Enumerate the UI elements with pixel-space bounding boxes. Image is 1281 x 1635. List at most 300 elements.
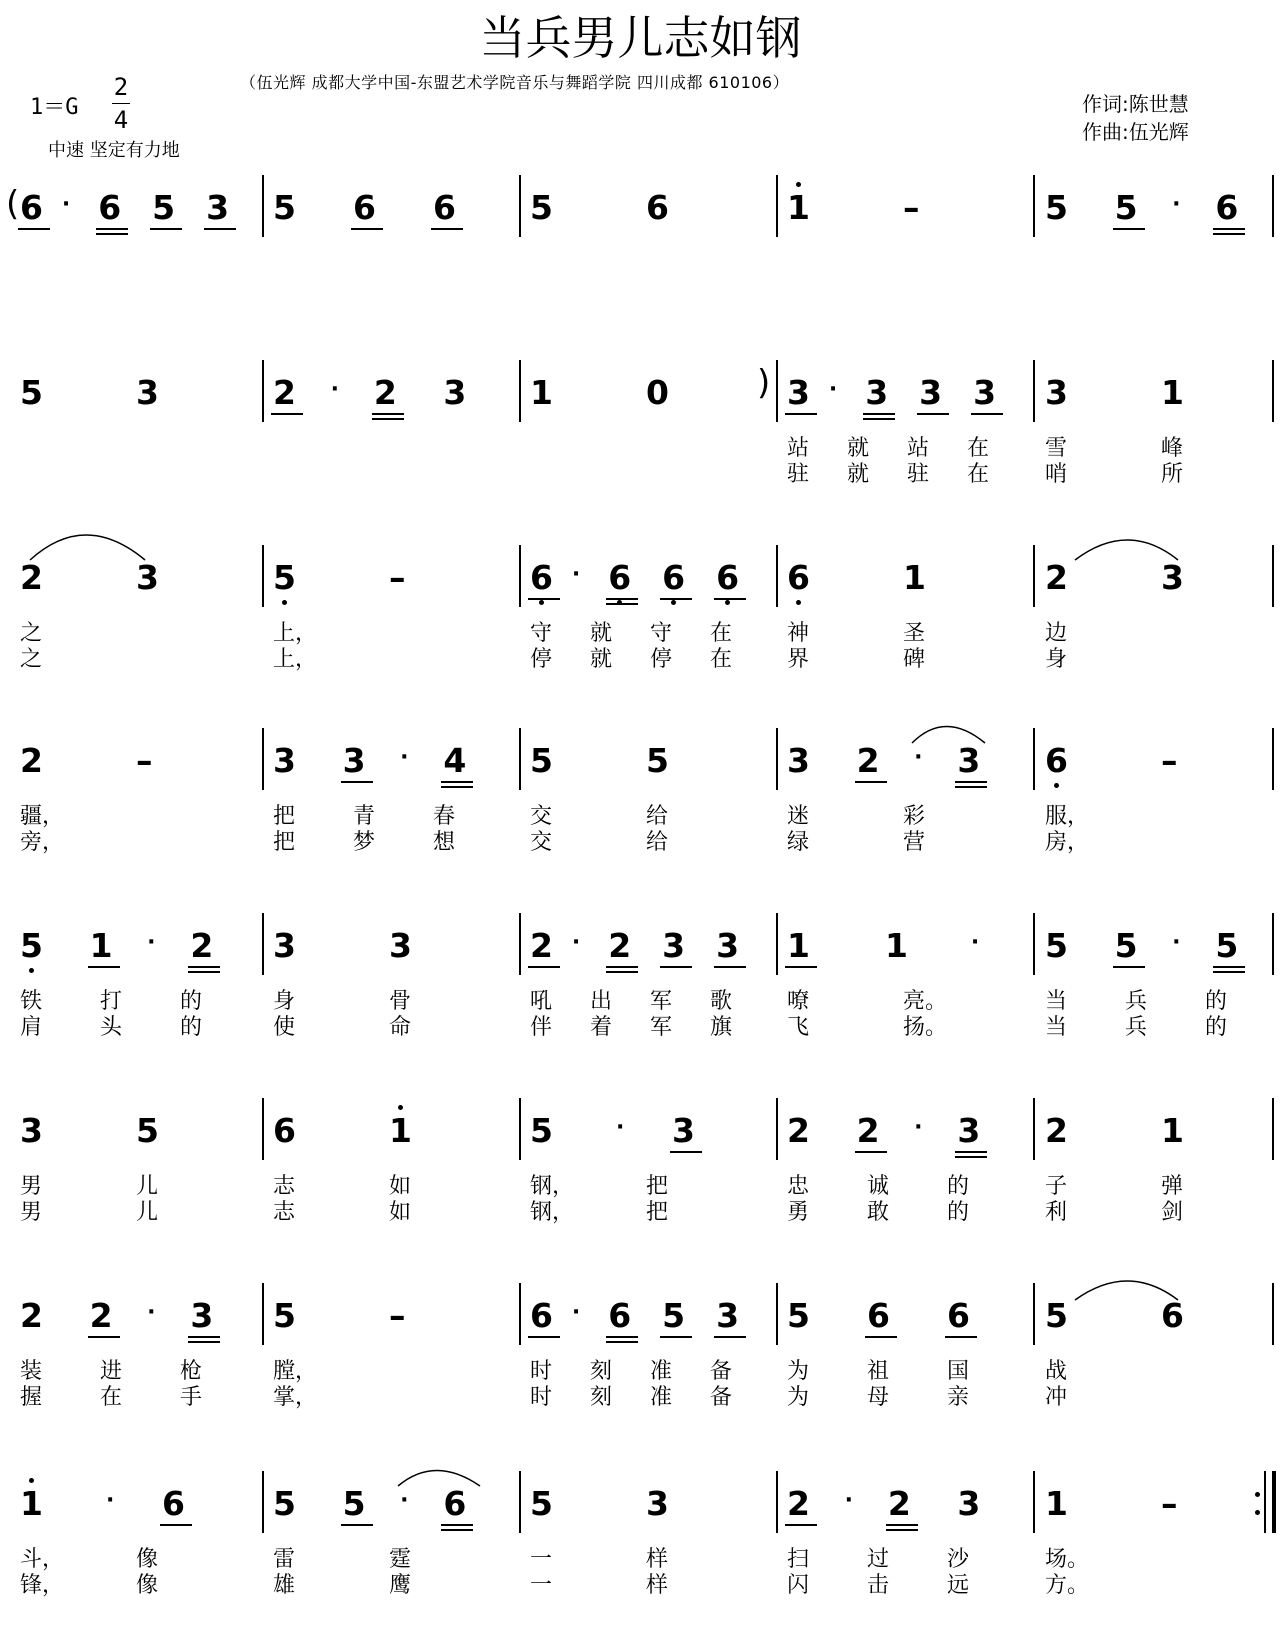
numbered-note: 3: [389, 926, 412, 965]
lyric-syllable: 膛，: [273, 1359, 318, 1384]
barline: [1272, 360, 1274, 422]
lyric-syllable: 旁，: [20, 830, 65, 855]
barline: [519, 175, 521, 237]
lyric-syllable: 儿: [136, 1200, 159, 1225]
numbered-note: 6: [716, 558, 740, 597]
lyric-syllable: 骨: [389, 989, 412, 1014]
numbered-note: 6: [662, 558, 686, 597]
barline: [1272, 1098, 1274, 1160]
numbered-note: 5: [530, 188, 553, 227]
numbered-note: 6: [646, 188, 669, 227]
lyric-syllable: 守: [650, 621, 673, 646]
lyric-syllable: 像: [136, 1547, 159, 1572]
sixteenth-underline: [606, 971, 638, 973]
numbered-note: 3: [646, 1484, 669, 1523]
lyric-syllable: 装: [20, 1359, 43, 1384]
eighth-underline: [441, 781, 473, 783]
barline: [776, 1283, 778, 1345]
lyric-syllable: 进: [100, 1359, 123, 1384]
lyric-syllable: 钢，: [530, 1200, 575, 1225]
octave-down-dot: [671, 600, 676, 605]
barline: [1033, 1471, 1035, 1533]
sixteenth-underline: [886, 1529, 918, 1531]
eighth-underline: [785, 966, 817, 968]
barline: [519, 1471, 521, 1533]
barline: [519, 545, 521, 607]
sustain-dash: –: [1161, 741, 1178, 780]
eighth-underline: [714, 1336, 746, 1338]
lyric-syllable: 在: [710, 647, 733, 672]
eighth-underline: [714, 598, 746, 600]
lyric-syllable: 歌: [710, 989, 733, 1014]
lyric-syllable: 碑: [903, 647, 926, 672]
lyric-syllable: 服，: [1045, 804, 1090, 829]
numbered-note: 5: [20, 926, 43, 965]
augmentation-dot: ·: [571, 930, 581, 955]
lyric-syllable: 手: [180, 1385, 203, 1410]
lyric-syllable: 在: [710, 621, 733, 646]
eighth-underline: [528, 966, 560, 968]
lyric-syllable: 诚: [867, 1174, 890, 1199]
numbered-note: 1: [530, 373, 553, 412]
lyric-syllable: 为: [787, 1359, 810, 1384]
numbered-note: 3: [662, 926, 686, 965]
numbered-note: 2: [20, 558, 43, 597]
eighth-underline: [150, 228, 182, 230]
eighth-underline: [785, 413, 817, 415]
numbered-note: 5: [273, 1484, 296, 1523]
lyric-syllable: 之: [20, 647, 43, 672]
lyric-syllable: 春: [433, 804, 456, 829]
numbered-note: 2: [273, 373, 296, 412]
lyric-syllable: 的: [180, 989, 203, 1014]
numbered-note: 3: [973, 373, 997, 412]
lyric-syllable: 青: [353, 804, 376, 829]
lyric-syllable: 亲: [947, 1385, 970, 1410]
augmentation-dot: ·: [330, 377, 339, 402]
eighth-underline: [863, 413, 895, 415]
numbered-note: 3: [865, 373, 889, 412]
sixteenth-underline: [606, 603, 638, 605]
lyric-syllable: 圣: [903, 621, 926, 646]
augmentation-dot: ·: [970, 930, 980, 955]
barline: [776, 913, 778, 975]
barline: [776, 545, 778, 607]
sustain-dash: –: [136, 741, 153, 780]
lyric-syllable: 就: [590, 621, 613, 646]
numbered-note: 2: [1045, 558, 1068, 597]
barline: [262, 360, 264, 422]
eighth-underline: [18, 228, 50, 230]
eighth-underline: [88, 1336, 120, 1338]
lyric-syllable: 身: [273, 989, 296, 1014]
repeat-close-paren: ): [757, 363, 771, 403]
numbered-note: 5: [1114, 926, 1138, 965]
barline: [1033, 1098, 1035, 1160]
numbered-note: 3: [1045, 373, 1068, 412]
lyric-syllable: 飞: [787, 1015, 810, 1040]
time-signature-top: 2: [113, 73, 129, 101]
barline: [262, 728, 264, 790]
lyric-syllable: 如: [389, 1200, 412, 1225]
octave-up-dot: [29, 1478, 34, 1483]
eighth-underline: [1213, 966, 1245, 968]
numbered-note: 2: [856, 1111, 880, 1150]
lyric-syllable: 迷: [787, 804, 810, 829]
lyric-syllable: 把: [273, 830, 296, 855]
lyric-syllable: 兵: [1125, 989, 1148, 1014]
lyric-syllable: 边: [1045, 621, 1068, 646]
lyric-syllable: 打: [100, 989, 123, 1014]
barline: [262, 175, 264, 237]
slur-arc: [30, 535, 145, 560]
numbered-note: 3: [957, 1484, 981, 1523]
lyric-syllable: 场。: [1045, 1547, 1090, 1572]
lyric-syllable: 当: [1045, 1015, 1068, 1040]
eighth-underline: [865, 1336, 897, 1338]
numbered-note: 3: [716, 926, 740, 965]
numbered-note: 2: [20, 1296, 43, 1335]
lyric-syllable: 上，: [273, 647, 318, 672]
composer-credit: 作曲:伍光辉: [1082, 120, 1189, 144]
lyric-syllable: 神: [787, 621, 810, 646]
eighth-underline: [917, 413, 949, 415]
lyric-syllable: 彩: [903, 804, 926, 829]
numbered-note: 5: [646, 741, 669, 780]
lyric-syllable: 交: [530, 830, 553, 855]
numbered-note: 3: [206, 188, 230, 227]
augmentation-dot: ·: [61, 192, 71, 217]
lyric-syllable: 时: [530, 1385, 553, 1410]
lyric-syllable: 的: [947, 1174, 970, 1199]
augmentation-dot: ·: [400, 1488, 409, 1513]
sustain-dash: –: [389, 558, 406, 597]
lyric-syllable: 刻: [590, 1359, 613, 1384]
lyric-syllable: 勇: [787, 1200, 810, 1225]
numbered-note: 1: [389, 1111, 412, 1150]
numbered-note: 6: [353, 188, 376, 227]
augmentation-dot: ·: [571, 562, 581, 587]
barline: [776, 728, 778, 790]
numbered-note: 2: [787, 1111, 810, 1150]
lyric-syllable: 所: [1161, 462, 1184, 487]
barline: [776, 175, 778, 237]
author-affiliation: （伍光辉 成都大学中国-东盟艺术学院音乐与舞蹈学院 四川成都 610106）: [240, 73, 790, 92]
lyric-syllable: 剑: [1161, 1200, 1184, 1225]
numbered-note: 6: [867, 1296, 890, 1335]
numbered-note: 2: [856, 741, 880, 780]
augmentation-dot: ·: [105, 1488, 115, 1513]
final-barline-thick: [1272, 1471, 1276, 1533]
octave-up-dot: [398, 1105, 403, 1110]
numbered-note: 5: [530, 1484, 553, 1523]
eighth-underline: [855, 1151, 887, 1153]
barline: [776, 360, 778, 422]
lyric-syllable: 亮。: [903, 989, 948, 1014]
eighth-underline: [971, 413, 1003, 415]
numbered-note: 6: [608, 1296, 632, 1335]
barline: [1272, 913, 1274, 975]
barline: [519, 1098, 521, 1160]
sixteenth-underline: [372, 418, 404, 420]
barline: [262, 913, 264, 975]
lyric-syllable: 就: [847, 462, 870, 487]
numbered-note: 5: [1215, 926, 1239, 965]
numbered-note: 6: [608, 558, 632, 597]
numbered-note: 1: [787, 926, 810, 965]
numbered-note: 5: [152, 188, 176, 227]
sixteenth-underline: [441, 1529, 473, 1531]
numbered-note: 2: [787, 1484, 810, 1523]
numbered-note: 2: [530, 926, 553, 965]
numbered-note: 3: [273, 741, 296, 780]
barline: [1272, 728, 1274, 790]
lyric-syllable: 驻: [907, 462, 930, 487]
eighth-underline: [855, 781, 887, 783]
numbered-note: 1: [20, 1484, 43, 1523]
lyric-syllable: 嘹: [787, 989, 810, 1014]
lyric-syllable: 弹: [1161, 1174, 1184, 1199]
numbered-note: 3: [716, 1296, 740, 1335]
octave-down-dot: [539, 600, 544, 605]
eighth-underline: [431, 228, 463, 230]
eighth-underline: [660, 598, 692, 600]
numbered-note: 3: [20, 1111, 43, 1150]
octave-down-dot: [282, 600, 287, 605]
numbered-note: 6: [947, 1296, 970, 1335]
eighth-underline: [341, 781, 373, 783]
eighth-underline: [955, 781, 987, 783]
song-title: 当兵男儿志如钢: [479, 11, 802, 65]
eighth-underline: [88, 966, 120, 968]
barline: [1272, 1283, 1274, 1345]
lyric-syllable: 男: [20, 1200, 43, 1225]
augmentation-dot: ·: [914, 1115, 923, 1140]
sixteenth-underline: [863, 418, 895, 420]
eighth-underline: [1113, 966, 1145, 968]
eighth-underline: [660, 1336, 692, 1338]
key-signature: 1＝G: [30, 95, 79, 120]
lyric-syllable: 使: [273, 1015, 296, 1040]
numbered-note: 6: [1045, 741, 1068, 780]
lyric-syllable: 站: [907, 436, 930, 461]
barline: [262, 545, 264, 607]
lyric-syllable: 志: [273, 1200, 296, 1225]
octave-down-dot: [1054, 783, 1059, 788]
lyric-syllable: 的: [1205, 989, 1228, 1014]
numbered-note: 3: [957, 1111, 981, 1150]
numbered-note: 1: [903, 558, 926, 597]
lyric-syllable: 出: [590, 989, 613, 1014]
lyric-syllable: 为: [787, 1385, 810, 1410]
augmentation-dot: ·: [1172, 930, 1181, 955]
augmentation-dot: ·: [400, 745, 409, 770]
barline: [1272, 175, 1274, 237]
numbered-note: 5: [530, 741, 553, 780]
lyric-syllable: 绿: [787, 830, 810, 855]
lyric-syllable: 样: [646, 1547, 669, 1572]
lyric-syllable: 身: [1045, 647, 1068, 672]
lyric-syllable: 雄: [273, 1573, 296, 1598]
augmentation-dot: ·: [844, 1488, 853, 1513]
barline: [776, 1098, 778, 1160]
lyric-syllable: 上，: [273, 621, 318, 646]
lyric-syllable: 的: [180, 1015, 203, 1040]
lyric-syllable: 钢，: [530, 1174, 575, 1199]
sustain-dash: –: [903, 188, 920, 227]
numbered-note: 3: [190, 1296, 214, 1335]
eighth-underline: [160, 1524, 192, 1526]
lyric-syllable: 疆，: [20, 804, 65, 829]
octave-down-dot: [29, 968, 34, 973]
lyric-syllable: 男: [20, 1174, 43, 1199]
lyric-syllable: 头: [100, 1015, 123, 1040]
barline: [262, 1471, 264, 1533]
numbered-note: 5: [1045, 926, 1068, 965]
eighth-underline: [188, 1336, 220, 1338]
repeat-open-paren: (: [6, 184, 20, 224]
lyric-syllable: 营: [903, 830, 926, 855]
barline: [519, 728, 521, 790]
lyric-syllable: 准: [650, 1385, 673, 1410]
numbered-note: 5: [342, 1484, 366, 1523]
lyric-syllable: 备: [710, 1385, 733, 1410]
lyric-syllable: 停: [650, 647, 673, 672]
lyric-syllable: 鹰: [389, 1573, 412, 1598]
numbered-note: 6: [1215, 188, 1239, 227]
numbered-note: 6: [787, 558, 810, 597]
numbered-note: 5: [1045, 188, 1068, 227]
lyric-syllable: 吼: [530, 989, 553, 1014]
lyric-syllable: 儿: [136, 1174, 159, 1199]
octave-up-dot: [796, 182, 801, 187]
numbered-note: 5: [1045, 1296, 1068, 1335]
lyric-syllable: 母: [867, 1385, 890, 1410]
augmentation-dot: ·: [147, 1300, 156, 1325]
lyric-syllable: 肩: [20, 1015, 43, 1040]
eighth-underline: [351, 228, 383, 230]
lyric-syllable: 在: [967, 462, 990, 487]
numbered-note: 3: [273, 926, 296, 965]
sixteenth-underline: [955, 786, 987, 788]
lyric-syllable: 就: [847, 436, 870, 461]
eighth-underline: [1213, 228, 1245, 230]
numbered-note: 5: [136, 1111, 159, 1150]
barline: [1033, 1283, 1035, 1345]
lyric-syllable: 房，: [1045, 830, 1090, 855]
barline: [262, 1098, 264, 1160]
slur-arc: [398, 1471, 480, 1487]
numbered-note: 1: [1161, 1111, 1184, 1150]
numbered-note: 5: [787, 1296, 810, 1335]
numbered-note: 6: [433, 188, 456, 227]
lyric-syllable: 停: [530, 647, 553, 672]
numbered-note: 6: [20, 188, 43, 227]
eighth-underline: [372, 413, 404, 415]
numbered-note: 5: [1114, 188, 1138, 227]
barline: [519, 360, 521, 422]
lyric-syllable: 沙: [947, 1547, 970, 1572]
lyric-syllable: 雪: [1045, 436, 1068, 461]
octave-down-dot: [796, 600, 801, 605]
numbered-note: 3: [957, 741, 981, 780]
sixteenth-underline: [1213, 233, 1245, 235]
eighth-underline: [96, 228, 128, 230]
lyric-syllable: 把: [646, 1174, 669, 1199]
eighth-underline: [660, 966, 692, 968]
lyric-syllable: 就: [590, 647, 613, 672]
numbered-note: 2: [887, 1484, 911, 1523]
lyric-syllable: 斗，: [20, 1547, 65, 1572]
lyric-syllable: 准: [650, 1359, 673, 1384]
lyric-syllable: 国: [947, 1359, 970, 1384]
lyric-syllable: 方。: [1045, 1573, 1090, 1598]
numbered-note: 6: [530, 1296, 553, 1335]
lyric-syllable: 敢: [867, 1200, 890, 1225]
lyric-syllable: 的: [1205, 1015, 1228, 1040]
lyric-syllable: 冲: [1045, 1385, 1068, 1410]
lyric-syllable: 驻: [787, 462, 810, 487]
numbered-note: 3: [787, 741, 810, 780]
numbered-note: 5: [662, 1296, 686, 1335]
lyric-syllable: 志: [273, 1174, 296, 1199]
sixteenth-underline: [96, 233, 128, 235]
eighth-underline: [204, 228, 236, 230]
numbered-note: 3: [136, 558, 159, 597]
numbered-note: 3: [1161, 558, 1184, 597]
numbered-note: 5: [20, 373, 43, 412]
eighth-underline: [528, 598, 560, 600]
final-barline-thin: [1264, 1471, 1266, 1533]
lyric-syllable: 军: [650, 1015, 673, 1040]
eighth-underline: [1113, 228, 1145, 230]
numbered-note: 2: [1045, 1111, 1068, 1150]
eighth-underline: [714, 966, 746, 968]
numbered-note: 3: [672, 1111, 695, 1150]
lyric-syllable: 一: [530, 1547, 553, 1572]
sixteenth-underline: [955, 1156, 987, 1158]
numbered-note: 6: [443, 1484, 467, 1523]
augmentation-dot: ·: [828, 377, 838, 402]
numbered-note: 5: [273, 1296, 296, 1335]
time-signature-bottom: 4: [113, 106, 129, 134]
numbered-note: 3: [136, 373, 159, 412]
eighth-underline: [606, 966, 638, 968]
octave-down-dot: [725, 600, 730, 605]
numbered-note: 1: [89, 926, 113, 965]
barline: [1272, 545, 1274, 607]
lyric-syllable: 把: [646, 1200, 669, 1225]
numbered-note: 1: [1045, 1484, 1068, 1523]
lyric-syllable: 在: [100, 1385, 123, 1410]
sixteenth-underline: [188, 971, 220, 973]
lyric-syllable: 军: [650, 989, 673, 1014]
barline: [1033, 913, 1035, 975]
numbered-note: 6: [530, 558, 553, 597]
barline: [1033, 728, 1035, 790]
lyric-syllable: 扫: [787, 1547, 810, 1572]
augmentation-dot: ·: [615, 1115, 625, 1140]
eighth-underline: [945, 1336, 977, 1338]
numbered-note: 5: [273, 558, 296, 597]
barline: [1033, 360, 1035, 422]
numbered-note: 2: [89, 1296, 113, 1335]
eighth-underline: [606, 598, 638, 600]
numbered-note: 2: [190, 926, 214, 965]
repeat-dot-bottom: [1255, 1510, 1260, 1515]
barline: [776, 1471, 778, 1533]
barline: [1033, 545, 1035, 607]
